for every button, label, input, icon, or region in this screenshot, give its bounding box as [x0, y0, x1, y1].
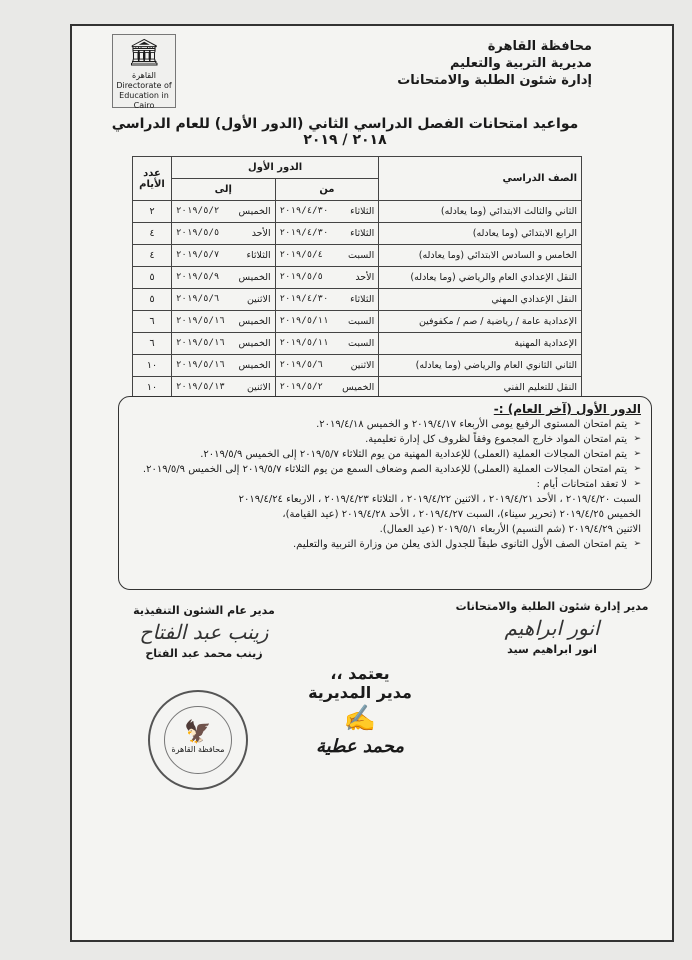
cell-to	[171, 289, 275, 311]
to-date: ٢٠١٩/٥/٦	[175, 294, 220, 304]
cell-days: ٤	[133, 223, 172, 245]
building-icon: 🏛	[127, 38, 161, 68]
to-day: الاثنين	[246, 382, 271, 393]
from-date: ٢٠١٩/٥/٥	[279, 272, 323, 282]
from-day: الاثنين	[350, 360, 375, 371]
cell-grade: الثاني الثانوي العام والرياضي (وما يعادله)	[379, 355, 582, 377]
from-date: ٢٠١٩/٥/١١	[279, 316, 329, 326]
table-row	[133, 223, 582, 245]
cell-from	[275, 245, 379, 267]
from-date: ٢٠١٩/٥/١١	[279, 338, 329, 348]
approval-name: محمد عطية	[316, 736, 404, 757]
cell-grade: الثاني والثالث الابتدائي (وما يعادله)	[379, 201, 582, 223]
to-date: ٢٠١٩/٥/٩	[175, 272, 220, 282]
to-day: الاثنين	[246, 294, 271, 305]
cell-to	[171, 245, 275, 267]
note-item: ➢ يتم امتحان المواد خارج المجموع وفقاً لظروف كل إدارة تعليمية.	[129, 433, 627, 446]
signature-students-affairs	[442, 600, 662, 656]
cell-from	[275, 201, 379, 223]
from-day: السبت	[348, 316, 375, 327]
logo-text-ar: القاهرة	[132, 71, 156, 80]
to-date: ٢٠١٩/٥/٧	[175, 250, 220, 260]
from-date: ٢٠١٩/٥/٢	[279, 382, 323, 392]
cell-grade: النقل للتعليم الفني	[379, 377, 582, 399]
signature-executive-affairs	[104, 604, 304, 660]
cell-to	[171, 355, 275, 377]
cell-from	[275, 355, 379, 377]
official-seal	[148, 690, 248, 790]
table-row	[133, 355, 582, 377]
to-day: الخميس	[238, 272, 271, 283]
handwritten-signature: انور ابراهيم	[504, 616, 600, 640]
cell-grade: الرابع الابتدائي (وما يعادله)	[379, 223, 582, 245]
to-day: الأحد	[251, 228, 271, 239]
letterhead	[397, 38, 592, 89]
directorate-line: مديرية التربية والتعليم	[449, 56, 592, 71]
from-date: ٢٠١٩/٥/٤	[279, 250, 323, 260]
header-days: عدد الأيام	[133, 157, 172, 201]
cell-days: ٤	[133, 245, 172, 267]
to-day: الثلاثاء	[246, 250, 271, 261]
note-item: ➢ لا تعقد امتحانات أيام :	[129, 478, 627, 491]
page-title: مواعيد امتحانات الفصل الدراسي الثاني (الدور الأول) للعام الدراسي ٢٠١٨ / ٢٠١٩	[111, 116, 579, 148]
logo-text-en: Directorate of Education in Cairo	[116, 81, 172, 110]
from-day: الخميس	[342, 382, 375, 393]
to-date: ٢٠١٩/٥/١٦	[175, 360, 225, 370]
note-item: ➢ يتم امتحان الصف الأول الثانوى طبقاً للجدول الذى يعلن من وزارة التربية والتعليم.	[129, 538, 627, 551]
note-item: ➢ يتم امتحان المجالات العملية (العملى) للإعدادية الصم وضعاف السمع من يوم الثلاثاء ٢٠١٩/٥/٧ إلى الخميس ٢٠١٩/٥/٩.	[129, 463, 627, 476]
table-row	[133, 201, 582, 223]
holiday-line: الاثنين ٢٠١٩/٤/٢٩ (شم النسيم) الأربعاء ٢٠١٩/٥/١ (عيد العمال).	[379, 524, 641, 535]
from-day: السبت	[348, 250, 375, 261]
ministry-logo	[112, 34, 176, 108]
signatory-name: انور ابراهيم سيد	[507, 643, 597, 656]
cell-from	[275, 267, 379, 289]
table-row	[133, 333, 582, 355]
handwritten-signature: زينب عبد الفتاح	[139, 620, 269, 644]
cell-from	[275, 311, 379, 333]
eagle-emblem-icon: 🦅	[184, 720, 212, 745]
holiday-line: السبت ٢٠١٩/٤/٢٠ ، الأحد ٢٠١٩/٤/٢١ ، الاثنين ٢٠١٩/٤/٢٢ ، الثلاثاء ٢٠١٩/٤/٢٣ ، الاربعاء ٢٠١٩/٤/٢٤	[238, 494, 641, 505]
to-day: الخميس	[238, 206, 271, 217]
from-day: الثلاثاء	[350, 294, 375, 305]
cell-from	[275, 289, 379, 311]
from-day: الثلاثاء	[350, 206, 375, 217]
cell-days: ٦	[133, 311, 172, 333]
approval-title: مدير المديرية	[308, 683, 412, 702]
to-day: الخميس	[238, 338, 271, 349]
signatory-name: زينب محمد عبد الفتاح	[145, 647, 263, 660]
cell-days: ٢	[133, 201, 172, 223]
cell-to	[171, 267, 275, 289]
header-grade: الصف الدراسي	[379, 157, 582, 201]
exam-schedule-table	[132, 156, 582, 399]
cell-to	[171, 311, 275, 333]
to-date: ٢٠١٩/٥/١٦	[175, 338, 225, 348]
table-row	[133, 289, 582, 311]
cell-days: ٦	[133, 333, 172, 355]
from-date: ٢٠١٩/٤/٣٠	[279, 228, 329, 238]
from-day: السبت	[348, 338, 375, 349]
cell-grade: الخامس و السادس الابتدائي (وما يعادله)	[379, 245, 582, 267]
signature-title: مدير إدارة شئون الطلبة والامتحانات	[455, 600, 649, 613]
approval-label: يعتمد ،،	[330, 664, 390, 683]
approval-block	[260, 664, 460, 757]
to-date: ٢٠١٩/٥/٢	[175, 206, 220, 216]
header-from: من	[275, 179, 379, 201]
cell-grade: الإعدادية المهنية	[379, 333, 582, 355]
from-date: ٢٠١٩/٥/٦	[279, 360, 323, 370]
to-day: الخميس	[238, 316, 271, 327]
cell-days: ١٠	[133, 355, 172, 377]
notes-box	[118, 396, 652, 590]
table-row	[133, 245, 582, 267]
to-date: ٢٠١٩/٥/١٦	[175, 316, 225, 326]
from-date: ٢٠١٩/٤/٣٠	[279, 206, 329, 216]
to-date: ٢٠١٩/٥/١٣	[175, 382, 225, 392]
cell-from	[275, 333, 379, 355]
holiday-line: الخميس ٢٠١٩/٤/٢٥ (تحرير سيناء)، السبت ٢٠١٩/٤/٢٧ ، الأحد ٢٠١٩/٤/٢٨ (عيد القيامة)،	[282, 509, 641, 520]
from-day: الأحد	[355, 272, 375, 283]
cell-from	[275, 223, 379, 245]
cell-to	[171, 201, 275, 223]
department-line: إدارة شئون الطلبة والامتحانات	[397, 73, 592, 88]
note-item: ➢ يتم امتحان المستوى الرفيع يومى الأربعاء ٢٠١٩/٤/١٧ و الخميس ٢٠١٩/٤/١٨.	[129, 418, 627, 431]
table-row	[133, 267, 582, 289]
notes-heading: الدور الأول (آخر العام) :-	[493, 402, 641, 416]
signature-title: مدير عام الشئون التنفيذية	[133, 604, 275, 617]
cell-grade: الإعدادية عامة / رياضية / صم / مكفوفين	[379, 311, 582, 333]
from-date: ٢٠١٩/٤/٣٠	[279, 294, 329, 304]
table-row	[133, 311, 582, 333]
cell-to	[171, 223, 275, 245]
seal-text: محافظة القاهرة	[171, 745, 225, 754]
to-date: ٢٠١٩/٥/٥	[175, 228, 220, 238]
header-to: إلى	[171, 179, 275, 201]
cell-days: ٥	[133, 267, 172, 289]
cell-days: ١٠	[133, 377, 172, 399]
cell-grade: النقل الإعدادي المهني	[379, 289, 582, 311]
cell-to	[171, 333, 275, 355]
cell-days: ٥	[133, 289, 172, 311]
to-day: الخميس	[238, 360, 271, 371]
approval-scribble-icon: ✍	[343, 704, 377, 734]
header-round: الدور الأول	[171, 157, 378, 179]
cell-grade: النقل الإعدادي العام والرياضي (وما يعادله)	[379, 267, 582, 289]
from-day: الثلاثاء	[350, 228, 375, 239]
governorate-line: محافظة القاهرة	[487, 39, 592, 54]
note-item: ➢ يتم امتحان المجالات العملية (العملى) للإعدادية المهنية من يوم الثلاثاء ٢٠١٩/٥/٧ إلى الخميس ٢٠١٩/٥/٩.	[129, 448, 627, 461]
